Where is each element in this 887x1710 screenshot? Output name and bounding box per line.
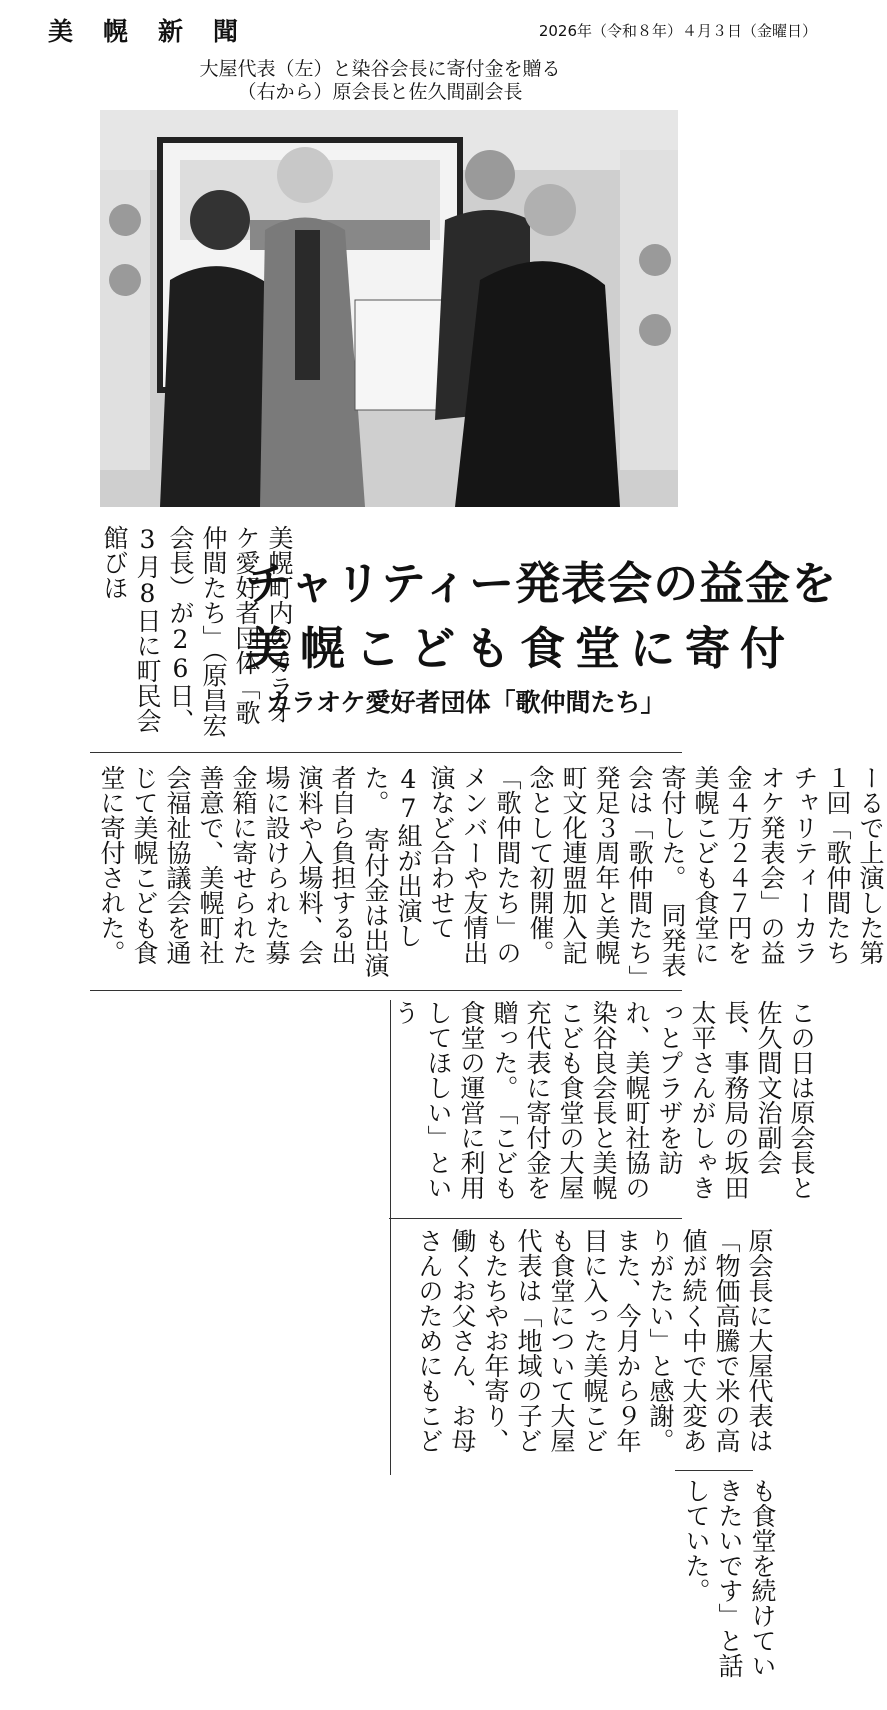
subheadline: カラオケ愛好者団体「歌仲間たち」: [266, 688, 666, 717]
divider-1: [90, 752, 682, 753]
masthead: [0, 0, 841, 50]
caption-line-2: （右から）原会長と佐久間副会長: [237, 81, 523, 103]
article-body-2: この日は原会長と佐久間文治副会長、事務局の坂田太平さんがしゃきっとプラザを訪れ、美幌町社協の染谷良会長と美幌こども食堂の大屋充代表に寄付金を贈った。 「こども食堂の運営に利用してほしい」という: [391, 1000, 816, 1200]
newspaper-name: 美幌新聞: [48, 17, 269, 46]
article-body-1: ーるで上演した第１回「歌仲間たちチャリティーカラオケ発表会」の益金４万２４７円を美幌こども食堂に寄付した。 同発表会は「歌仲間たち」発足３周年と美幌町文化連盟加入記念として初開催。「歌仲間たち」のメンバーや友情出演など合わせて47組が出演した。 寄付金は出演者自ら負担する出演料や入場料、会場に設けられた募金箱に寄せられた善意で、美幌町社会福祉協議会を通じて美幌こども食堂に寄付された。: [97, 765, 885, 978]
divider-4: [390, 1000, 391, 1475]
headline-line-2: 美幌こども食堂に寄付: [245, 622, 796, 675]
headline-line-1: チャリティー発表会の益金を: [245, 557, 838, 610]
divider-3: [389, 1218, 682, 1219]
photo-caption: [150, 58, 610, 104]
caption-line-1: 大屋代表（左）と染谷会長に寄付金を贈る: [199, 58, 561, 80]
article-intro: 美幌町内のカラオケ愛好者団体「歌仲間たち」（原昌宏会長）が26日、3月8日に町民会館びほ: [100, 525, 294, 738]
divider-2: [90, 990, 682, 991]
news-photo: [100, 110, 678, 507]
article-body-3: 原会長に大屋代表は「物価高騰で米の高値が続く中で大変ありがたい」と感謝。また、今月から９年目に入った美幌こども食堂について大屋代表は「地域の子どもたちやお年寄り、働くお父さん、お母さんのためにもこど: [415, 1228, 774, 1453]
divider-5: [675, 1470, 753, 1471]
issue-date: 2026年（令和８年）４月３日（金曜日）: [538, 22, 817, 40]
article-closing: も食堂を続けていきたいです」と話していた。: [682, 1478, 777, 1678]
